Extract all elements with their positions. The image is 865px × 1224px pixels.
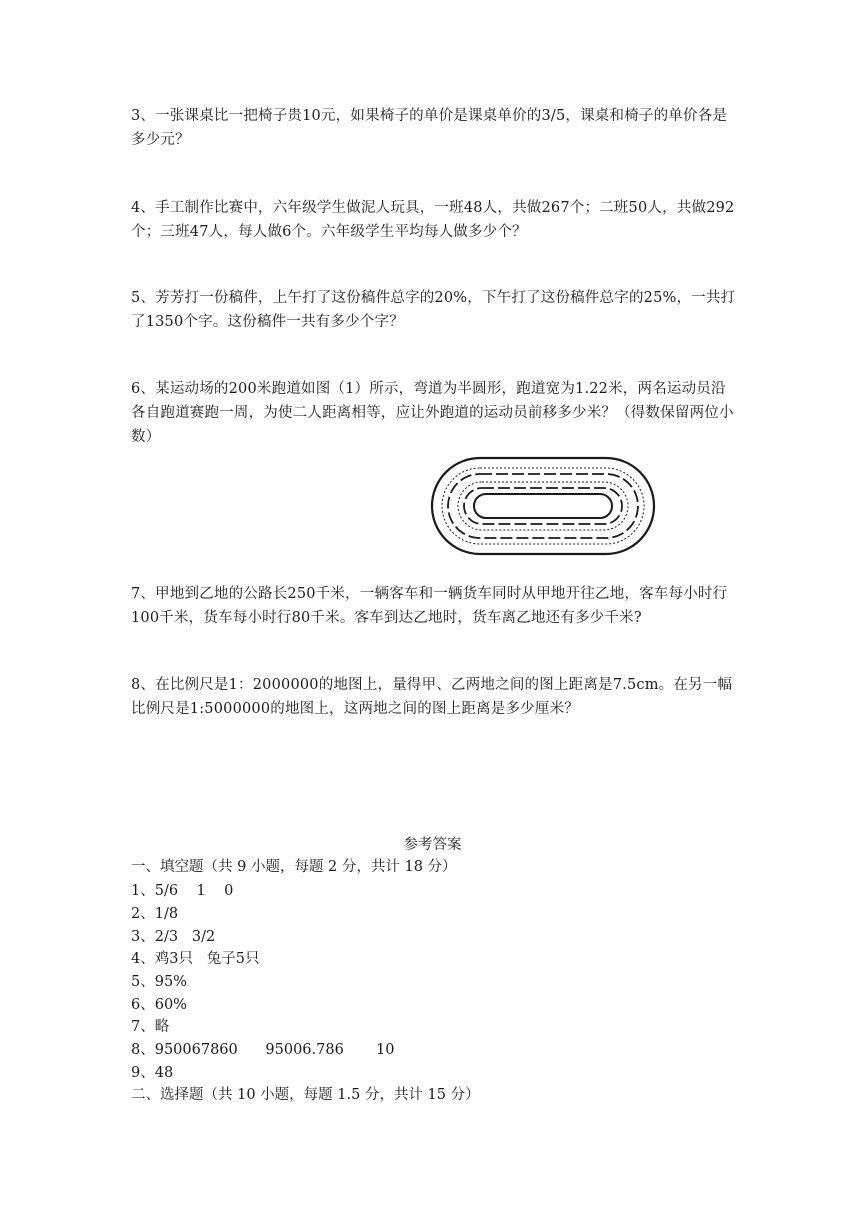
question-8: 8、在比例尺是1：2000000的地图上，量得甲、乙两地之间的图上距离是7.5cm。在另一幅比例尺是1:5000000的地图上，这两地之间的图上距离是多少厘米？ [131, 677, 733, 717]
answer-line: 6、60% [131, 997, 187, 1013]
answer-line: 5、95% [131, 974, 187, 990]
question-5: 5、芳芳打一份稿件，上午打了这份稿件总字的20%，下午打了这份稿件总字的25%，一共打了1350个字。这份稿件一共有多少个字？ [131, 290, 736, 330]
answer-section-multiple-choice: 二、选择题（共 10 小题，每题 1.5 分，共计 15 分） [131, 1087, 480, 1103]
answer-section-fill-blank: 一、填空题（共 9 小题，每题 2 分，共计 18 分） [131, 859, 457, 875]
question-6: 6、某运动场的200米跑道如图（1）所示，弯道为半圆形，跑道宽为1.22米，两名运动员沿各自跑道赛跑一周，为使二人距离相等，应让外跑道的运动员前移多少米？（得数保留两位小数） [131, 381, 734, 445]
answer-line: 8、950067860 95006.786 10 [131, 1042, 395, 1058]
question-3: 3、一张课桌比一把椅子贵10元，如果椅子的单价是课桌单价的3/5，课桌和椅子的单价各是多少元？ [131, 108, 728, 148]
question-4: 4、手工制作比赛中，六年级学生做泥人玩具，一班48人，共做267个；二班50人，共做292个；三班47人，每人做6个。六年级学生平均每人做多少个？ [131, 200, 735, 240]
answer-line: 1、5/6 1 0 [131, 883, 234, 899]
answer-line: 2、1/8 [131, 906, 179, 922]
answer-line: 7、略 [131, 1019, 170, 1035]
question-7: 7、甲地到乙地的公路长250千米，一辆客车和一辆货车同时从甲地开往乙地，客车每小时行100千米，货车每小时行80千米。客车到达乙地时，货车离乙地还有多少千米? [131, 586, 728, 626]
running-track-figure [430, 456, 656, 556]
answer-line: 9、48 [131, 1065, 174, 1081]
answer-line: 4、鸡3只 兔子5只 [131, 951, 260, 967]
answer-line: 3、2/3 3/2 [131, 929, 216, 945]
answer-key-title: 参考答案 [403, 837, 462, 853]
